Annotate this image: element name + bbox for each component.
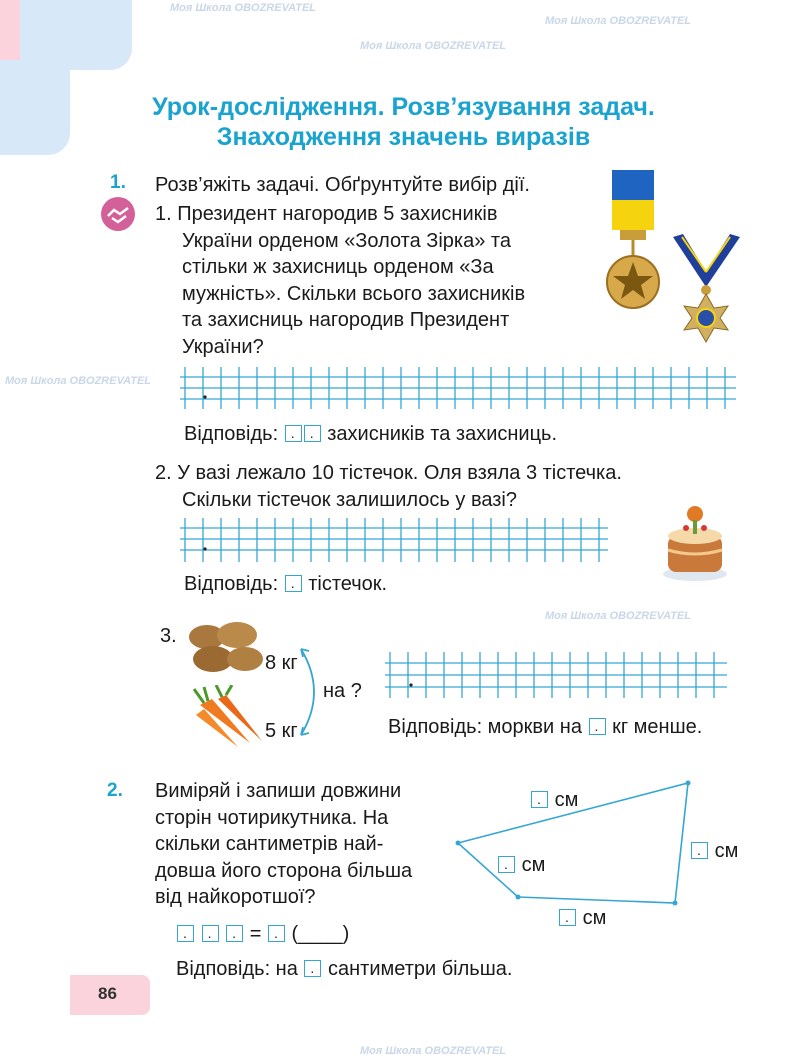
- watermark: Моя Школа OBOZREVATEL: [545, 610, 691, 622]
- courage-order-medal: [668, 232, 748, 344]
- problem-3-number: 3.: [160, 625, 177, 647]
- comparison-arrow: [295, 645, 325, 740]
- answer-box[interactable]: [691, 842, 708, 859]
- answer-grid[interactable]: [385, 652, 730, 698]
- side-label-bottom: . см: [558, 905, 606, 932]
- handshake-icon: [100, 196, 136, 232]
- potatoes-image: [185, 615, 270, 680]
- answer-box[interactable]: [589, 718, 606, 735]
- comparison-question: на ?: [323, 680, 362, 702]
- answer-box[interactable]: [498, 856, 515, 873]
- watermark: Моя Школа OBOZREVATEL: [360, 1045, 506, 1057]
- carrots-weight: 5 кг: [265, 720, 298, 742]
- watermark: Моя Школа OBOZREVATEL: [545, 15, 691, 27]
- side-label-left: . см: [497, 852, 545, 879]
- page-subtitle: Знаходження значень виразів: [216, 123, 591, 151]
- answer-line-1: Відповідь: .. захисників та захисниць.: [184, 421, 557, 448]
- watermark: Моя Школа OBOZREVATEL: [360, 40, 506, 52]
- answer-box[interactable]: [304, 960, 321, 977]
- task-number: 2.: [107, 780, 123, 801]
- task-2-text: Виміряй і запиши довжини сторін чотирикутника. На скільки сантиметрів най- довша його сторона більша від найкоротшої?: [155, 780, 413, 908]
- answer-box[interactable]: [268, 925, 285, 942]
- expression-line: . . . = . (____): [176, 921, 349, 948]
- answer-box[interactable]: [226, 925, 243, 942]
- cake-image: [660, 500, 730, 585]
- answer-line-4: Відповідь: на . сантиметри більша.: [176, 956, 512, 983]
- page-number: 86: [98, 984, 117, 1003]
- answer-box[interactable]: [559, 909, 576, 926]
- answer-line-2: Відповідь: . тістечок.: [184, 571, 387, 598]
- problem-2-text: 2. У вазі лежало 10 тістечок. Оля взяла 3 тістечка. Скільки тістечок залишилось у вазі?: [155, 462, 622, 511]
- answer-grid[interactable]: [180, 367, 740, 409]
- gold-star-medal: [600, 170, 670, 320]
- problem-1-text: 1. Президент нагородив 5 захисників України орденом «Золота Зірка» та стільки ж захисниць орденом «За мужність». Скільки всього захисників та захисниць нагородив Президент України?: [155, 203, 526, 358]
- answer-box[interactable]: [285, 425, 302, 442]
- answer-box[interactable]: [285, 575, 302, 592]
- task-instruction: Розв’яжіть задачі. Обґрунтуйте вибір дії.: [155, 174, 530, 196]
- side-label-right: . см: [690, 838, 738, 865]
- side-label-top: . см: [530, 787, 578, 814]
- task-number: 1.: [110, 172, 126, 193]
- answer-line-3: Відповідь: моркви на . кг менше.: [388, 714, 702, 741]
- answer-grid[interactable]: [180, 518, 610, 562]
- potatoes-weight: 8 кг: [265, 652, 298, 674]
- watermark: Моя Школа OBOZREVATEL: [170, 2, 316, 14]
- answer-box[interactable]: [531, 791, 548, 808]
- carrots-image: [190, 685, 270, 750]
- watermark: Моя Школа OBOZREVATEL: [5, 375, 151, 387]
- answer-box[interactable]: [304, 425, 321, 442]
- quadrilateral-figure: [450, 775, 710, 925]
- answer-box[interactable]: [202, 925, 219, 942]
- answer-box[interactable]: [177, 925, 194, 942]
- page-title: Урок-дослідження. Розв’язування задач.: [152, 93, 655, 121]
